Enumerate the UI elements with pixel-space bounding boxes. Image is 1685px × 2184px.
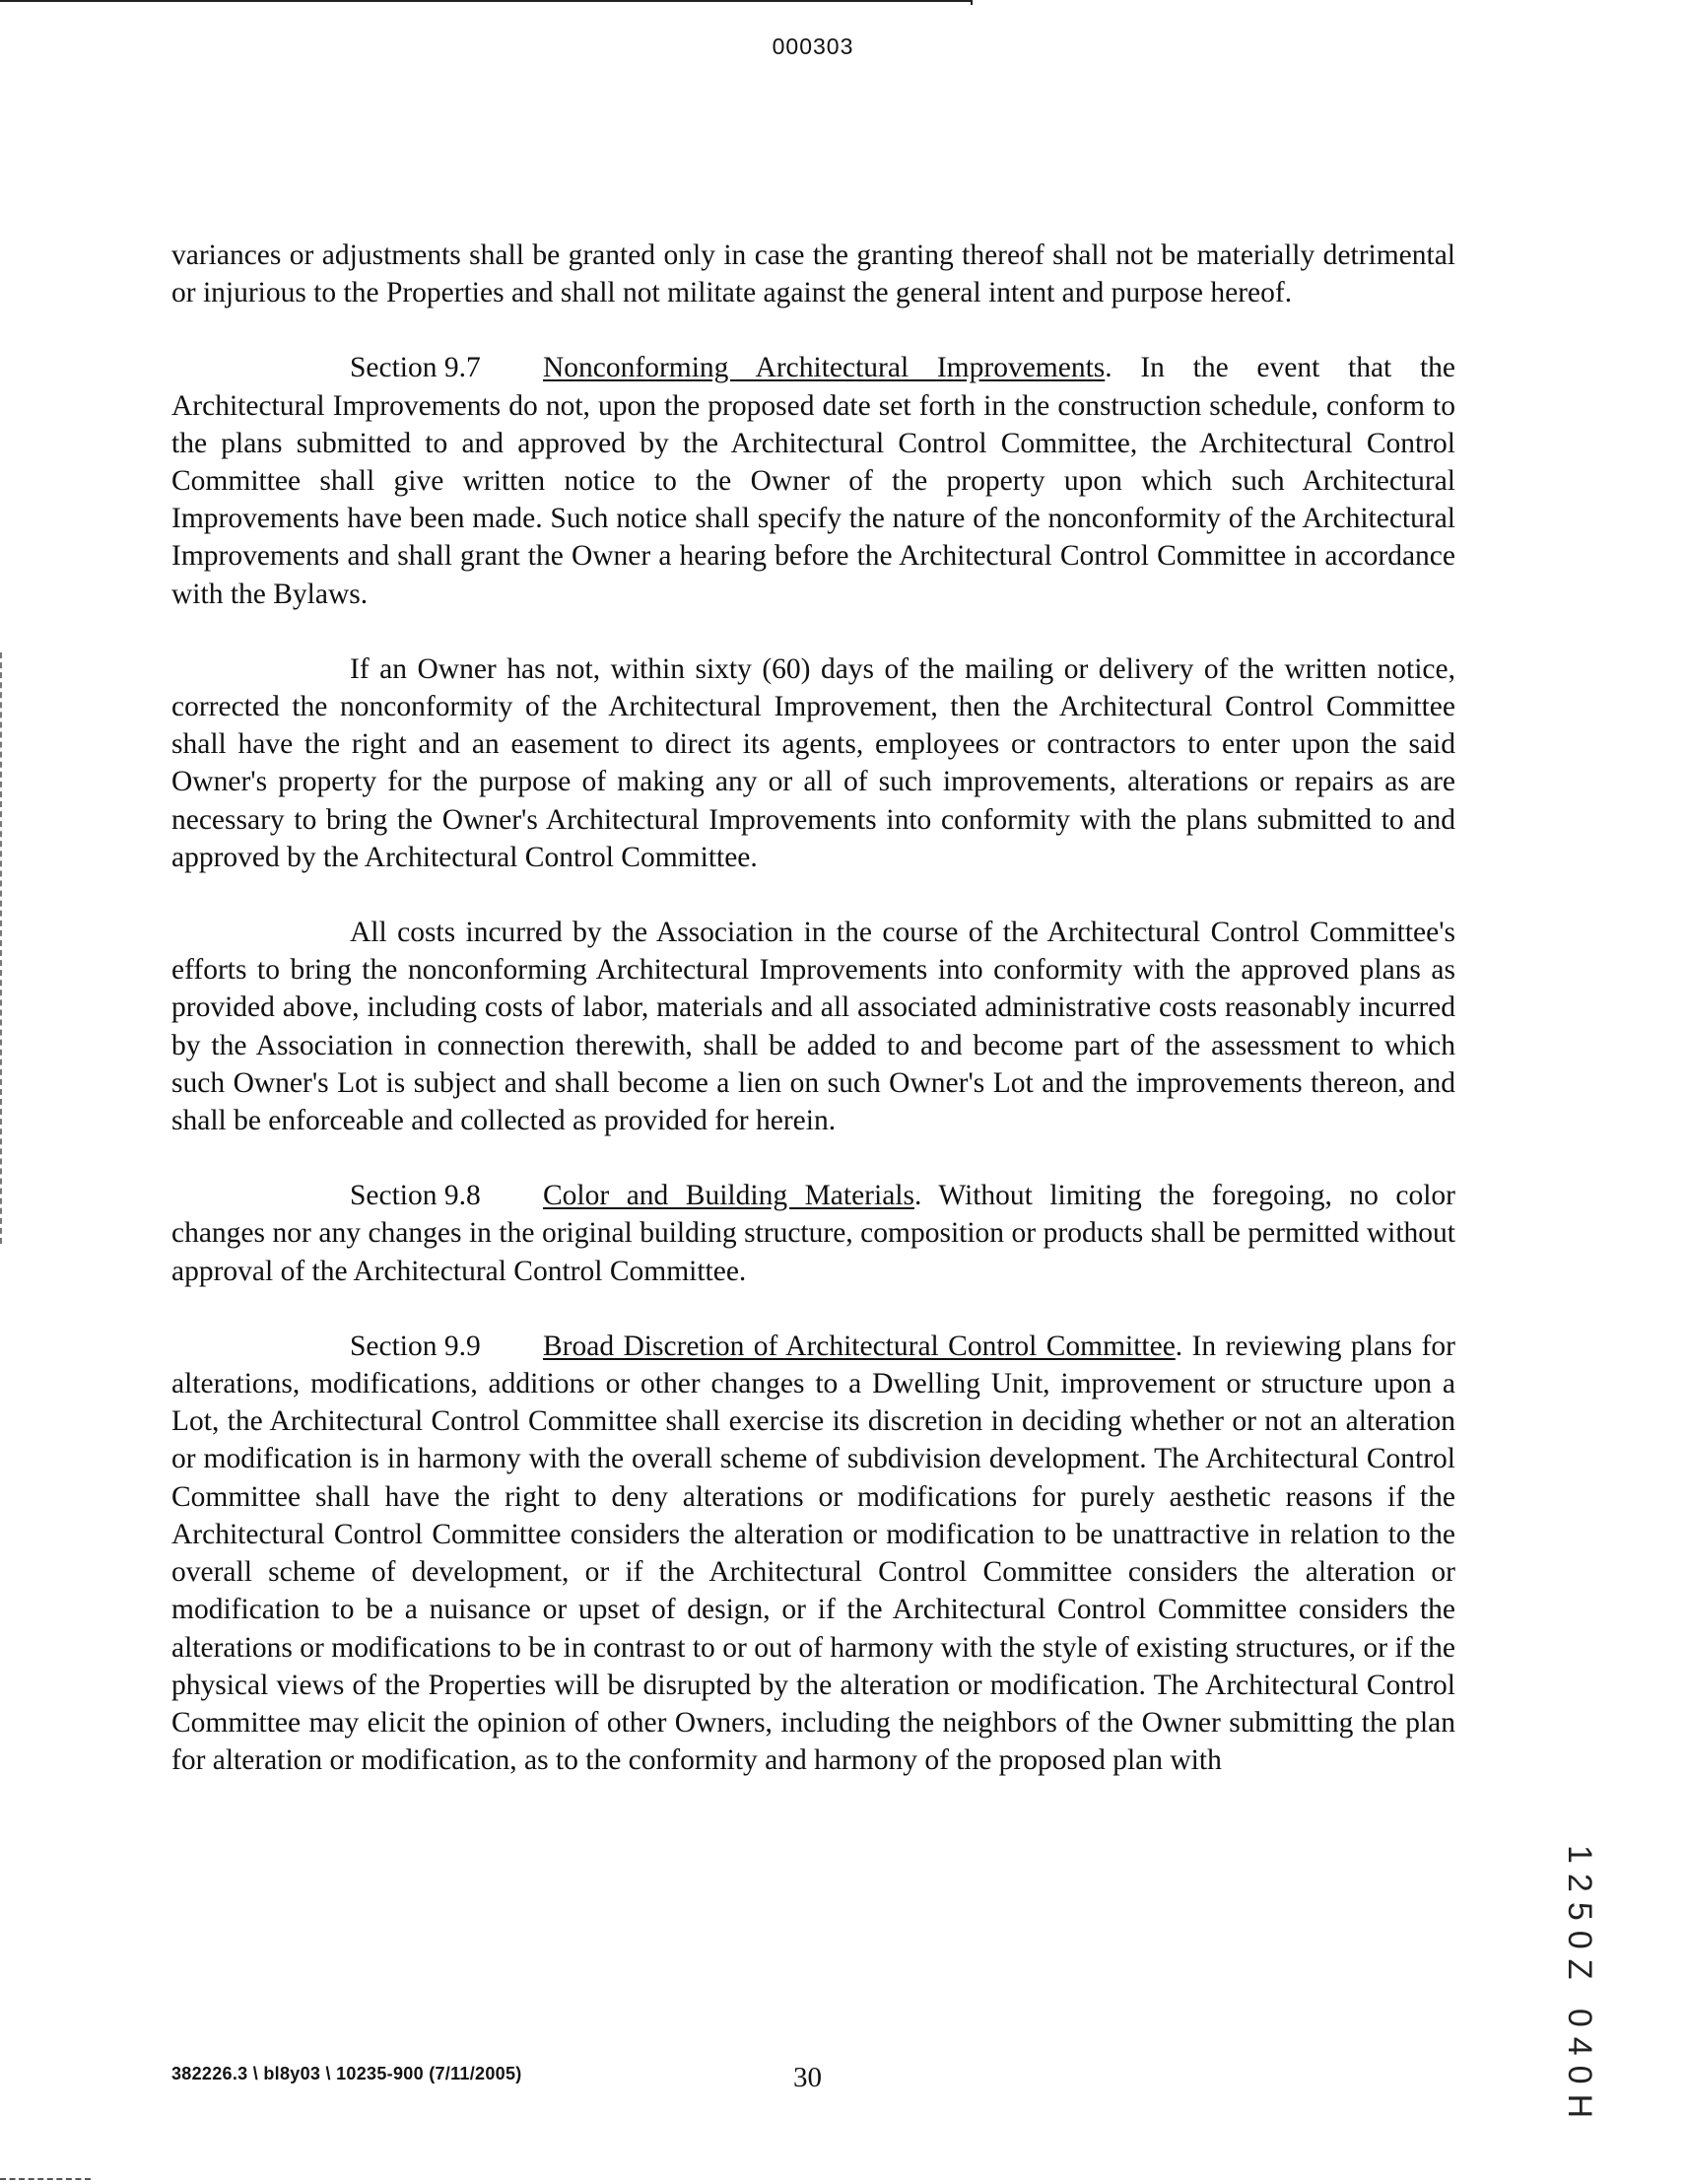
bottom-edge-rule	[0, 2178, 91, 2180]
recording-stamp-vertical: 1250Z 040H	[1561, 1845, 1598, 2129]
section-number: Section 9.8	[350, 1180, 481, 1212]
intro-paragraph: variances or adjustments shall be granted only in case the granting thereof shall not be materially detrimental or injurious to the Properties and shall not militate against the general intent and purpose hereof.	[171, 239, 1455, 309]
document-body	[171, 237, 1455, 1816]
section-text: . Without limiting the foregoing, no color changes nor any changes in the original building structure, composition or products shall be permitted without approval of the Architectural Control Committee.	[171, 1180, 1455, 1287]
section-text: . In reviewing plans for alterations, modifications, additions or other changes to a Dwelling Unit, improvement or structure upon a Lot, the Architectural Control Committee shall exercise its discretion in deciding whether or not an alteration or modification is in harmony with the overall scheme of subdivision development. The Architectural Control Committee shall have the right to deny alterations or modifications for purely aesthetic reasons if the Architectural Control Committee considers the alteration or modification to be unattractive in relation to the overall scheme of development, or if the Architectural Control Committee considers the alteration or modification to be a nuisance or upset of design, or if the Architectural Control Committee considers the alterations or modifications to be in contrast to or out of harmony with the style of existing structures, or if the physical views of the Properties will be disrupted by the alteration or modification. The Architectural Control Committee may elicit the opinion of other Owners, including the neighbors of the Owner submitting the plan for alteration or modification, as to the conformity and harmony of the proposed plan with	[171, 1330, 1455, 1777]
section-text: . In the event that the Architectural Improvements do not, upon the proposed date set forth in the construction schedule, conform to the plans submitted to and approved by the Architectural Control Committee, the Architectural Control Committee shall give written notice to the Owner of the property upon which such Architectural Improvements have been made. Such notice shall specify the nature of the nonconformity of the Architectural Improvements and shall grant the Owner a hearing before the Architectural Control Committee in accordance with the Bylaws.	[171, 352, 1455, 610]
section-title: Nonconforming Architectural Improvements	[543, 352, 1106, 384]
top-edge-tick	[971, 0, 973, 5]
section-number: Section 9.9	[350, 1330, 481, 1362]
top-edge-rule	[0, 0, 971, 2]
section-title: Color and Building Materials	[543, 1180, 914, 1212]
section-9-9-paragraph	[171, 1328, 1455, 1779]
owner-notice-paragraph: If an Owner has not, within sixty (60) days of the mailing or delivery of the written notice, corrected the nonconformity of the Architectural Improvement, then the Architectural Control Committee shall have the right and an easement to direct its agents, employees or contractors to enter upon the said Owner's property for the purpose of making any or all of such improvements, alterations or repairs as are necessary to bring the Owner's Architectural Improvements into conformity with the plans submitted to and approved by the Architectural Control Committee.	[171, 652, 1455, 873]
footer-file-id: 382226.3 \ bl8y03 \ 10235-900 (7/11/2005)	[171, 2064, 522, 2083]
document-number: 000303	[772, 34, 854, 59]
left-margin-scan-mark	[0, 652, 5, 1244]
section-title: Broad Discretion of Architectural Control Committee	[543, 1330, 1176, 1362]
section-number: Section 9.7	[350, 352, 481, 384]
costs-paragraph: All costs incurred by the Association in the course of the Architectural Control Committee's efforts to bring the nonconforming Architectural Improvements into conformity with the approved plans as provided above, including costs of labor, materials and all associated administrative costs reasonably incurred by the Association in connection therewith, shall be added to and become part of the assessment to which such Owner's Lot is subject and shall become a lien on such Owner's Lot and the improvements thereon, and shall be enforceable and collected as provided for herein.	[171, 917, 1455, 1137]
section-9-8-paragraph	[171, 1177, 1455, 1290]
page-number: 30	[793, 2062, 822, 2093]
section-9-7-paragraph	[171, 349, 1455, 612]
